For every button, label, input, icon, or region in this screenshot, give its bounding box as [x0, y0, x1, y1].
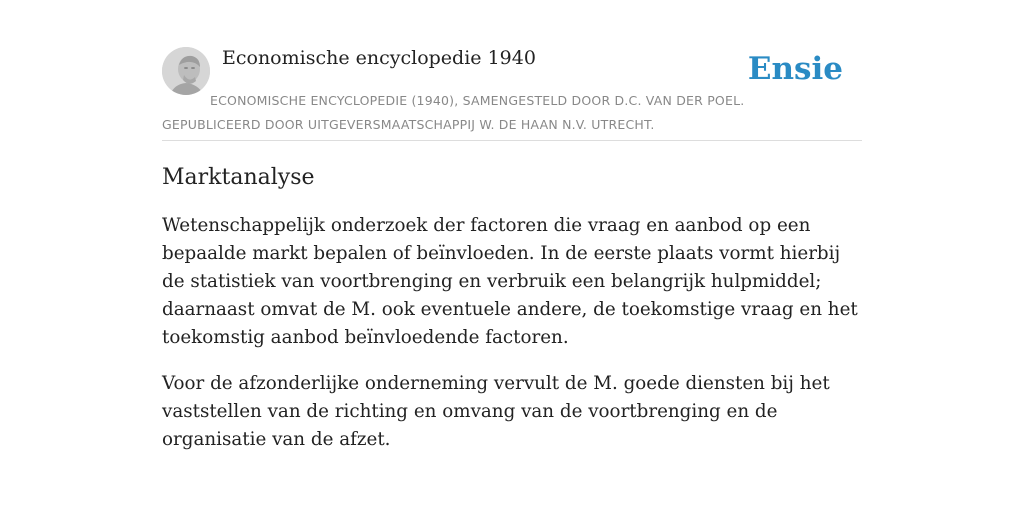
- article-paragraph: Voor de afzonderlijke onderneming vervult de M. goede diensten bij het vaststellen van de richting en omvang van de voortbrenging en de organisatie van de afzet.: [162, 373, 830, 450]
- source-attribution: ECONOMISCHE ENCYCLOPEDIE (1940), SAMENGESTELD DOOR D.C. VAN DER POEL. GEPUBLICEERD DOOR UITGEVERSMAATSCHAPPIJ W. DE HAAN N.V. UTRECHT.: [162, 93, 745, 132]
- article-title: Marktanalyse: [162, 165, 315, 190]
- brand-logo-link[interactable]: Ensie: [747, 51, 843, 87]
- article-paragraph: Wetenschappelijk onderzoek der factoren die vraag en aanbod op een bepaalde markt bepalen of beïnvloeden. In de eerste plaats vormt hierbij de statistiek van voortbrenging en verbruik een belangrijk hulpmiddel; daarnaast omvat de M. ook eventuele andere, de toekomstige vraag en het toekomstig aanbod beïnvloedende factoren.: [162, 215, 858, 348]
- book-title[interactable]: Economische encyclopedie 1940: [222, 47, 536, 69]
- portrait-avatar-icon[interactable]: [162, 47, 210, 95]
- article: [162, 160, 862, 472]
- page-header: [162, 44, 862, 141]
